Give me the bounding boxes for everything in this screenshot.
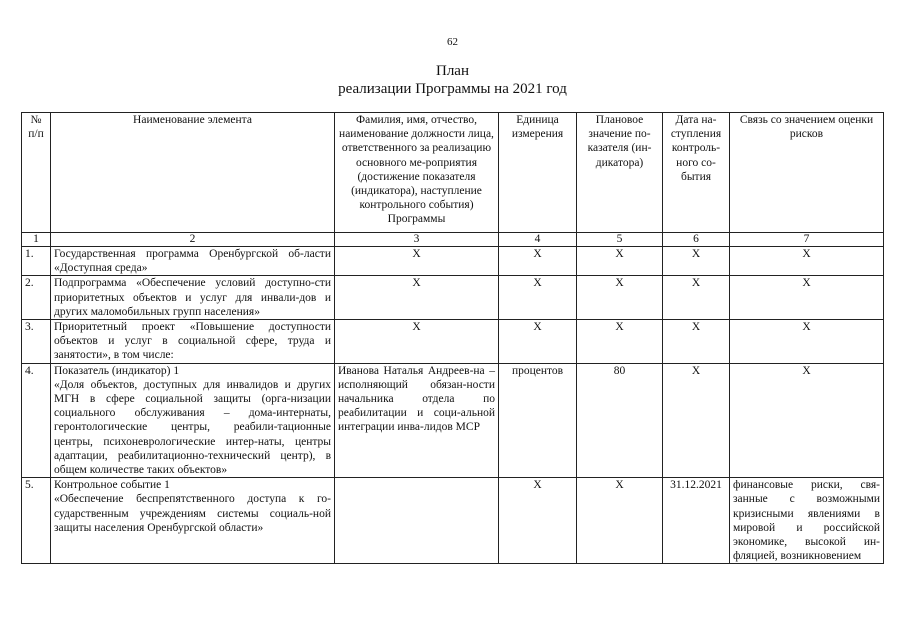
- row-unit: X: [499, 247, 577, 276]
- row-planned: X: [577, 276, 663, 320]
- plan-table: [21, 112, 884, 564]
- table-row: [22, 363, 884, 478]
- row-num: 2.: [22, 276, 51, 320]
- header-date: Дата на-ступления контроль-ного со-бытия: [663, 113, 730, 233]
- table-row: [22, 478, 884, 564]
- table-row: [22, 320, 884, 364]
- row-name: Подпрограмма «Обеспечение условий доступно-сти приоритетных объектов и услуг для инвали-дов и других маломобильных групп населения»: [51, 276, 335, 320]
- row-date: 31.12.2021: [663, 478, 730, 564]
- row-responsible: X: [335, 276, 499, 320]
- column-index: 1: [22, 233, 51, 247]
- row-responsible: Иванова Наталья Андреев-на – исполняющий обязан-ности начальника отдела по реабилитации и соци-альной интеграции инва-лидов МСР: [335, 363, 499, 478]
- header-risk: Связь со значением оценки рисков: [730, 113, 884, 233]
- row-planned: 80: [577, 363, 663, 478]
- row-name: Показатель (индикатор) 1 «Доля объектов, доступных для инвалидов и других МГН в сфере социальной защиты (орга-низации социального обслуживания – дома-интернаты, геронтологические центры, реабили-тационные центры, психоневрологические интер-наты, центры адаптации, реабилитационно-технический центр), в общем количестве таких объектов»: [51, 363, 335, 478]
- row-name: Контрольное событие 1 «Обеспечение беспрепятственного доступа к го-сударственным учреждениям системы социаль-ной защиты населения Оренбургской области»: [51, 478, 335, 564]
- row-date: X: [663, 276, 730, 320]
- title-line-1: План: [435, 63, 469, 79]
- row-num: 4.: [22, 363, 51, 478]
- column-index: 4: [499, 233, 577, 247]
- row-responsible: X: [335, 247, 499, 276]
- row-num: 5.: [22, 478, 51, 564]
- column-index: 7: [730, 233, 884, 247]
- row-name: Приоритетный проект «Повышение доступности объектов и услуг в социальной сфере, труда и занятости», в том числе:: [51, 320, 335, 364]
- column-index: 3: [335, 233, 499, 247]
- row-risk: X: [730, 247, 884, 276]
- row-name: Государственная программа Оренбургской об-ласти «Доступная среда»: [51, 247, 335, 276]
- row-risk: X: [730, 276, 884, 320]
- row-unit: X: [499, 478, 577, 564]
- header-unit: Единица измерения: [499, 113, 577, 233]
- row-planned: X: [577, 478, 663, 564]
- row-responsible: [335, 478, 499, 564]
- table-row: [22, 276, 884, 320]
- document-title: [0, 62, 905, 98]
- row-date: X: [663, 247, 730, 276]
- header-planned: Плановое значение по-казателя (ин-дикатора): [577, 113, 663, 233]
- row-date: X: [663, 363, 730, 478]
- column-index-row: [22, 233, 884, 247]
- row-risk: X: [730, 320, 884, 364]
- row-responsible: X: [335, 320, 499, 364]
- page-number: 62: [447, 36, 458, 48]
- row-num: 3.: [22, 320, 51, 364]
- row-num: 1.: [22, 247, 51, 276]
- row-planned: X: [577, 320, 663, 364]
- row-risk: X: [730, 363, 884, 478]
- column-index: 5: [577, 233, 663, 247]
- row-unit: X: [499, 320, 577, 364]
- table-row: [22, 247, 884, 276]
- header-num: № п/п: [22, 113, 51, 233]
- row-planned: X: [577, 247, 663, 276]
- column-index: 6: [663, 233, 730, 247]
- row-date: X: [663, 320, 730, 364]
- row-risk: финансовые риски, свя-занные с возможными кризисными явлениями в мировой и российской экономике, высокой ин-фляцией, возникновением: [730, 478, 884, 564]
- column-index: 2: [51, 233, 335, 247]
- header-row: [22, 113, 884, 233]
- row-unit: процентов: [499, 363, 577, 478]
- header-responsible: Фамилия, имя, отчество, наименование должности лица, ответственного за реализацию основного ме-роприятия (достижение показателя (индикатора), наступление контрольного события) Программы: [335, 113, 499, 233]
- title-line-2: реализации Программы на 2021 год: [338, 81, 567, 97]
- header-name: Наименование элемента: [51, 113, 335, 233]
- row-unit: X: [499, 276, 577, 320]
